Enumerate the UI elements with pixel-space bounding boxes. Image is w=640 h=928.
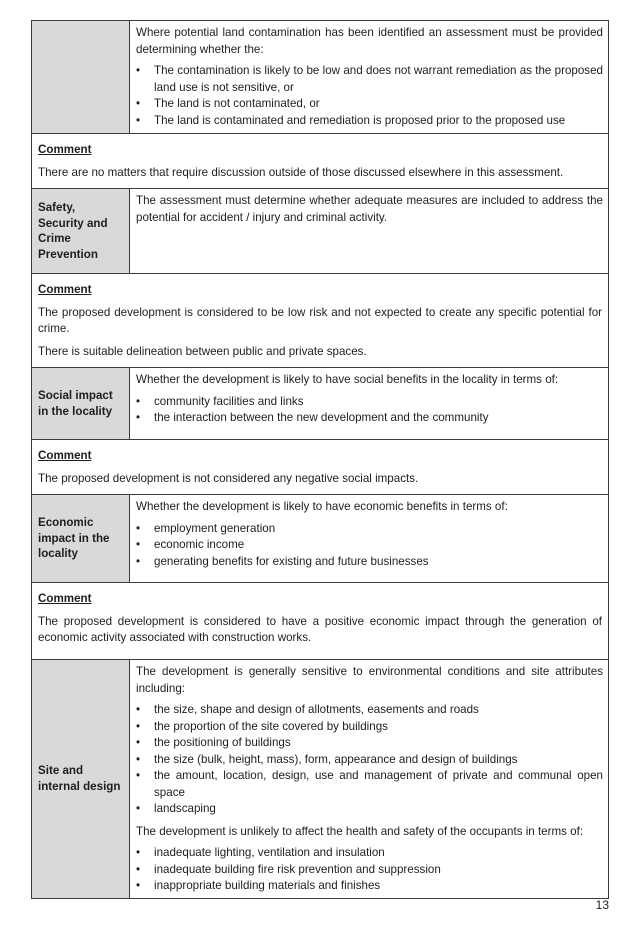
bullet-item: • The land is not contaminated, or [136,96,603,113]
bullet-item: • the amount, location, design, use and management of private and communal open space [136,768,603,801]
criteria-row-site [32,660,609,899]
criteria-social [130,368,609,440]
comment-cell [32,440,609,495]
bullet-item: • the size, shape and design of allotments, easements and roads [136,702,603,719]
comment-row-economic [32,583,609,660]
row-label-contamination [32,21,130,134]
comment-cell [32,274,609,368]
row-label-economic: Economic impact in the locality [32,495,130,583]
criteria-intro-secondary: The development is unlikely to affect the health and safety of the occupants in terms of: [136,824,584,838]
bullet-item: • The land is contaminated and remediation is proposed prior to the proposed use [136,113,603,130]
comment-heading: Comment [38,449,92,462]
bullet-item: • landscaping [136,801,603,818]
page-number: 13 [595,898,609,912]
comment-paragraph: There is suitable delineation between public and private spaces. [38,344,367,358]
criteria-intro: The development is generally sensitive to environmental conditions and site attributes including: [136,665,603,695]
bullet-list [136,845,603,895]
comment-heading: Comment [38,283,92,296]
comment-paragraph: The proposed development is not considered any negative social impacts. [38,471,419,485]
bullet-item: • inadequate building fire risk prevention and suppression [136,862,603,879]
criteria-intro: Whether the development is likely to have social benefits in the locality in terms of: [136,373,559,386]
bullet-list [136,394,603,427]
comment-cell [32,134,609,189]
row-label-safety: Safety, Security and Crime Prevention [32,189,130,274]
bullet-item: • inappropriate building materials and finishes [136,878,603,895]
assessment-table [31,20,609,899]
bullet-item: • employment generation [136,521,603,538]
criteria-row-safety [32,189,609,274]
criteria-row-social [32,368,609,440]
criteria-row-economic [32,495,609,583]
row-label-social: Social impact in the locality [32,368,130,440]
bullet-item: • economic income [136,537,603,554]
bullet-item: • community facilities and links [136,394,603,411]
bullet-item: • generating benefits for existing and future businesses [136,554,603,571]
bullet-list [136,702,603,818]
comment-paragraph: The proposed development is considered to be low risk and not expected to create any specific potential for crime. [38,305,602,335]
comment-row-contamination [32,134,609,189]
comment-row-safety [32,274,609,368]
criteria-intro: The assessment must determine whether adequate measures are included to address the potential for accident / injury and criminal activity. [136,194,603,224]
criteria-intro: Whether the development is likely to have economic benefits in terms of: [136,500,508,513]
criteria-economic [130,495,609,583]
comment-heading: Comment [38,592,92,605]
bullet-item: • the size (bulk, height, mass), form, appearance and design of buildings [136,752,603,769]
bullet-item: • the proportion of the site covered by buildings [136,719,603,736]
comment-paragraph: There are no matters that require discussion outside of those discussed elsewhere in this assessment. [38,165,564,179]
criteria-site [130,660,609,899]
bullet-item: • the positioning of buildings [136,735,603,752]
comment-row-social [32,440,609,495]
bullet-item: • inadequate lighting, ventilation and insulation [136,845,603,862]
criteria-intro: Where potential land contamination has been identified an assessment must be provided determining whether the: [136,26,603,56]
row-label-site: Site and internal design [32,660,130,899]
bullet-item: • the interaction between the new development and the community [136,410,603,427]
criteria-row-contamination [32,21,609,134]
criteria-contamination [130,21,609,134]
bullet-list [136,63,603,129]
bullet-list [136,521,603,571]
comment-paragraph: The proposed development is considered to have a positive economic impact through the generation of economic activity associated with construction works. [38,614,602,644]
comment-heading: Comment [38,143,92,156]
comment-cell [32,583,609,660]
criteria-safety [130,189,609,274]
bullet-item: • The contamination is likely to be low and does not warrant remediation as the proposed land use is not sensitive, or [136,63,603,96]
